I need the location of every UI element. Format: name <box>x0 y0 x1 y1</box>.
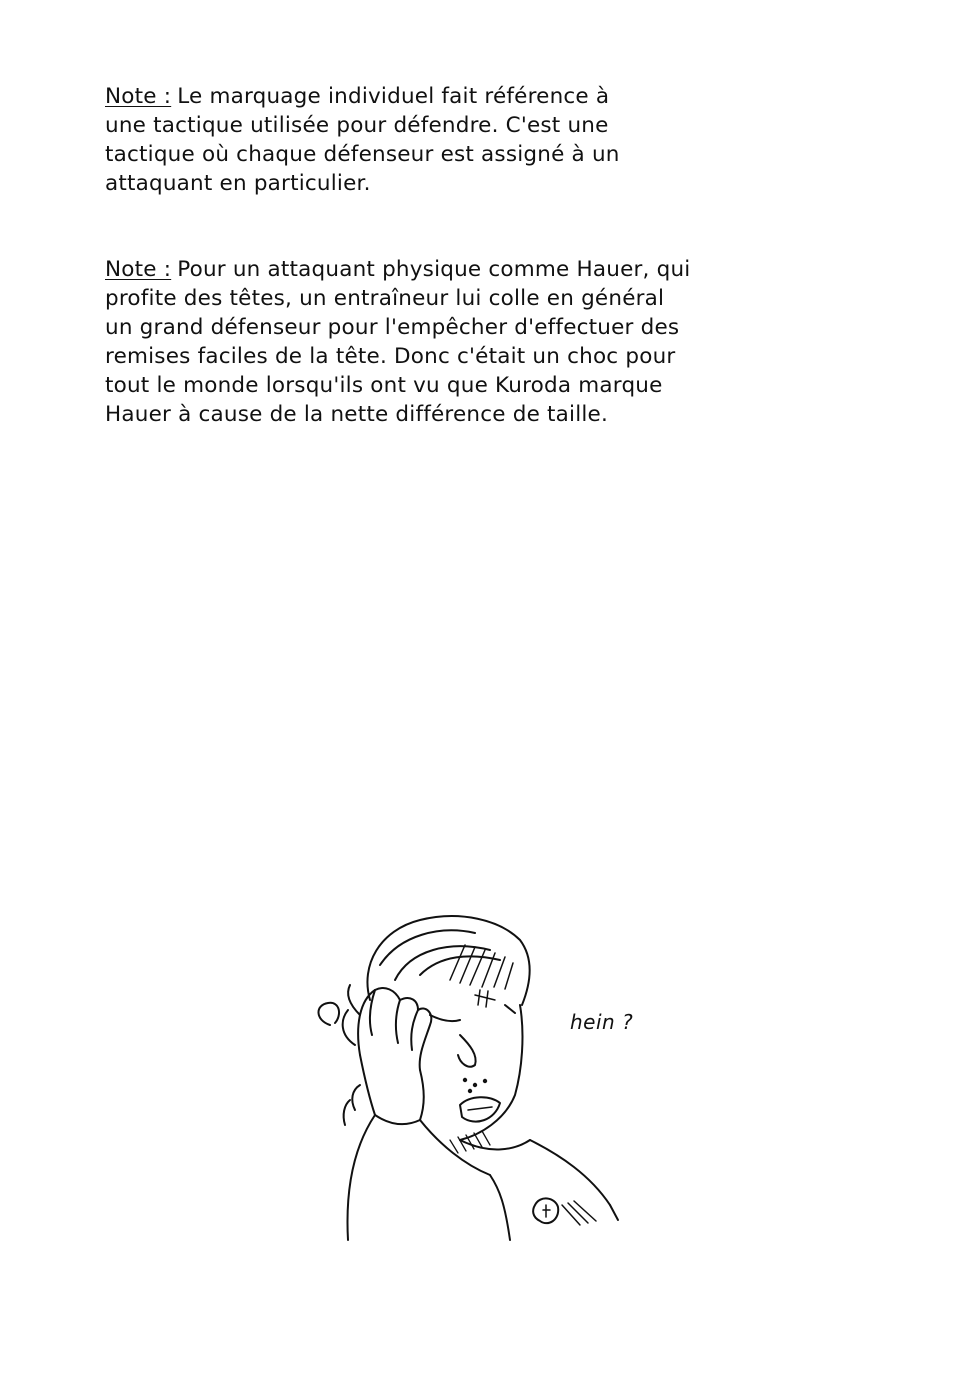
note-line: tout le monde lorsqu'ils ont vu que Kuroda marque <box>105 373 663 398</box>
note-line: profite des têtes, un entraîneur lui colle en général <box>105 286 665 311</box>
note-line: une tactique utilisée pour défendre. C'est une <box>105 113 609 138</box>
note-line: un grand défenseur pour l'empêcher d'effectuer des <box>105 315 680 340</box>
note-text: Pour un attaquant physique comme Hauer, qui <box>177 257 691 282</box>
note-line: tactique où chaque défenseur est assigné à un <box>105 142 620 167</box>
note-line: remises faciles de la tête. Donc c'était un choc pour <box>105 344 676 369</box>
note-line <box>105 255 690 284</box>
note-label: Note : <box>105 84 172 109</box>
note-line: attaquant en particulier. <box>105 171 371 196</box>
note-label: Note : <box>105 257 172 282</box>
speech-text: hein ? <box>570 1010 634 1034</box>
note-text: Le marquage individuel fait référence à <box>177 84 610 109</box>
note-line <box>105 82 620 111</box>
note-line: Hauer à cause de la nette différence de taille. <box>105 402 609 427</box>
translation-note-1 <box>105 82 620 198</box>
translation-note-2 <box>105 255 690 429</box>
character-sketch <box>300 905 640 1250</box>
